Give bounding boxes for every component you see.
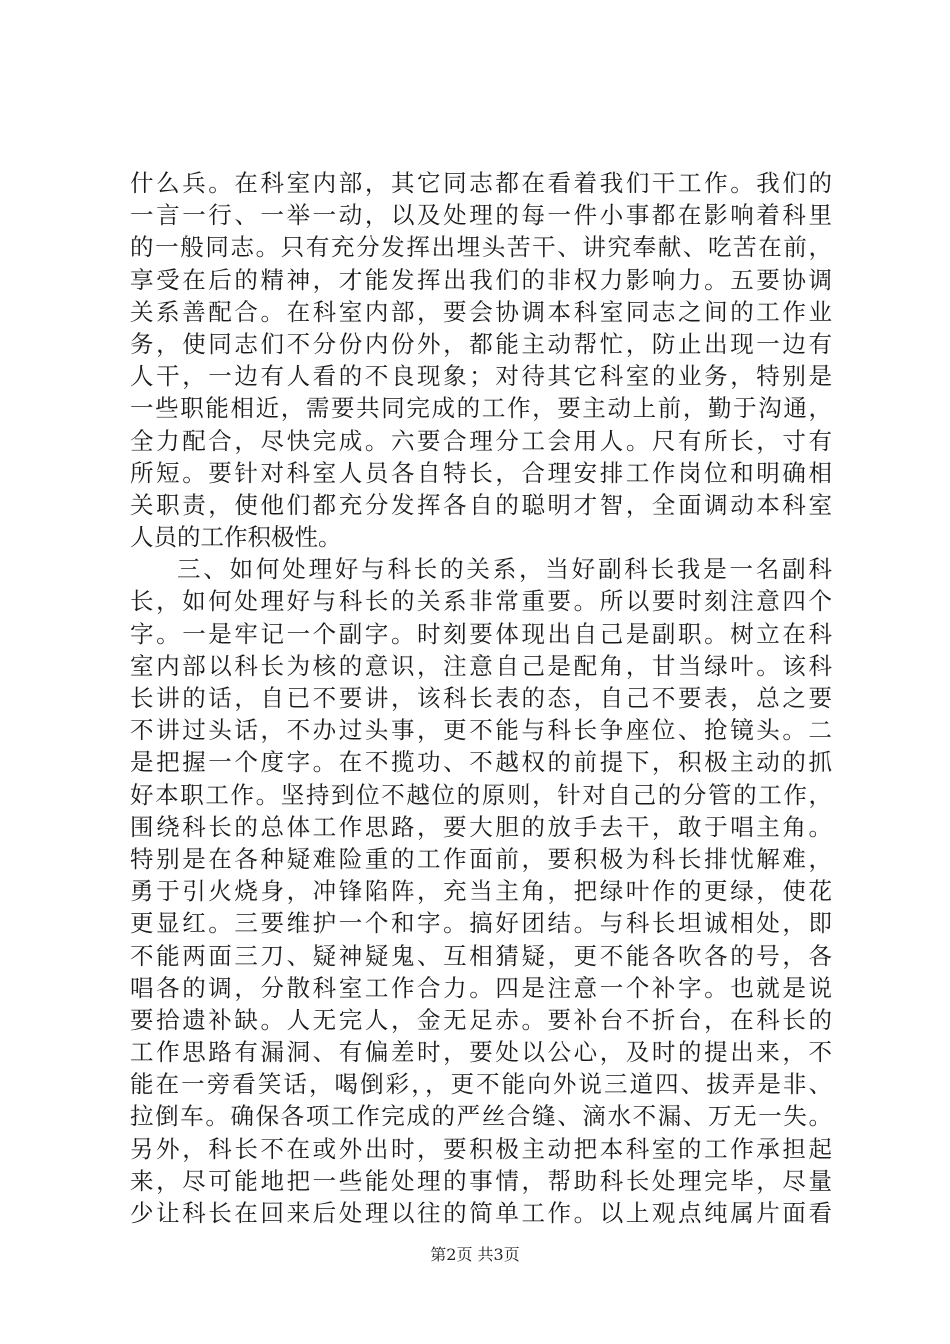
text-line: 特别是在各种疑难险重的工作面前，要积极为科长排忧解难， xyxy=(130,844,832,873)
text-line: 更显红。三要维护一个和字。搞好团结。与科长坦诚相处，即 xyxy=(130,909,832,938)
text-line: 围绕科长的总体工作思路，要大胆的放手去干，敢于唱主角。 xyxy=(130,812,832,841)
text-line: 全力配合，尽快完成。六要合理分工会用人。尺有所长，寸有 xyxy=(130,426,832,455)
text-line: 不讲过头话，不办过头事，更不能与科长争座位、抢镜头。二 xyxy=(130,716,832,745)
text-line: 能在一旁看笑话，喝倒彩，，更不能向外说三道四、拔弄是非、 xyxy=(130,1070,832,1099)
text-line: 少让科长在回来后处理以往的简单工作。以上观点纯属片面看 xyxy=(130,1199,832,1227)
text-line: 什么兵。在科室内部，其它同志都在看着我们干工作。我们的 xyxy=(130,169,832,197)
text-line: 一些职能相近，需要共同完成的工作，要主动上前，勤于沟通， xyxy=(130,394,832,423)
text-line: 拉倒车。确保各项工作完成的严丝合缝、滴水不漏、万无一失。 xyxy=(130,1102,832,1131)
text-line: 人员的工作积极性。 xyxy=(130,523,342,552)
text-line: 来，尽可能地把一些能处理的事情，帮助科长处理完毕，尽量 xyxy=(130,1166,832,1195)
text-line: 一言一行、一举一动，以及处理的每一件小事都在影响着科里 xyxy=(130,201,832,230)
text-line: 另外，科长不在或外出时，要积极主动把本科室的工作承担起 xyxy=(130,1134,832,1163)
text-line: 好本职工作。坚持到位不越位的原则，针对自己的分管的工作， xyxy=(130,780,832,809)
text-line: 长，如何处理好与科长的关系非常重要。所以要时刻注意四个 xyxy=(130,587,832,616)
text-line: 关系善配合。在科室内部，要会协调本科室同志之间的工作业 xyxy=(130,297,832,326)
text-line: 所短。要针对科室人员各自特长，合理安排工作岗位和明确相 xyxy=(130,458,832,487)
text-line: 要拾遗补缺。人无完人，金无足赤。要补台不折台，在科长的 xyxy=(130,1005,832,1034)
text-line: 的一般同志。只有充分发挥出埋头苦干、讲究奉献、吃苦在前， xyxy=(130,233,832,262)
text-line: 字。一是牢记一个副字。时刻要体现出自己是副职。树立在科 xyxy=(130,619,832,648)
text-line: 勇于引火烧身，冲锋陷阵，充当主角，把绿叶作的更绿，使花 xyxy=(130,877,832,906)
document-body xyxy=(130,167,832,1229)
text-line: 唱各的调，分散科室工作合力。四是注意一个补字。也就是说 xyxy=(130,973,832,1002)
page-number-footer: 第2页 共3页 xyxy=(430,1245,520,1264)
text-line: 室内部以科长为核的意识，注意自己是配角，甘当绿叶。该科 xyxy=(130,651,832,680)
paragraph-start-line: 三、如何处理好与科长的关系，当好副科长我是一名副科 xyxy=(177,555,832,584)
text-line: 人干，一边有人看的不良现象；对待其它科室的业务，特别是 xyxy=(130,362,832,391)
text-line: 务，使同志们不分份内份外，都能主动帮忙，防止出现一边有 xyxy=(130,329,832,358)
text-line: 不能两面三刀、疑神疑鬼、互相猜疑，更不能各吹各的号，各 xyxy=(130,941,832,970)
text-line: 是把握一个度字。在不揽功、不越权的前提下，积极主动的抓 xyxy=(130,748,832,777)
text-line: 工作思路有漏洞、有偏差时，要处以公心，及时的提出来，不 xyxy=(130,1038,832,1067)
text-line: 长讲的话，自已不要讲，该科长表的态，自己不要表，总之要 xyxy=(130,684,832,712)
text-line: 享受在后的精神，才能发挥出我们的非权力影响力。五要协调 xyxy=(130,265,832,294)
text-line: 关职责，使他们都充分发挥各自的聪明才智，全面调动本科室 xyxy=(130,490,832,519)
